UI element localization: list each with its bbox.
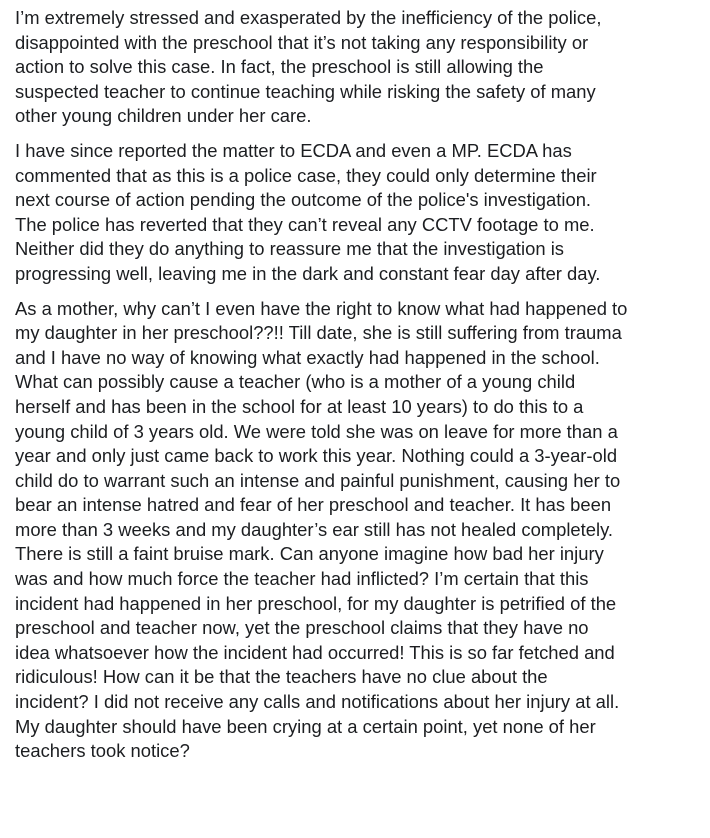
post-paragraph: I’m extremely stressed and exasperated by the inefficiency of the police, disappointed with the preschool that it’s not taking any responsibility or action to solve this case. In fact, the preschool is still allowing the suspected teacher to continue teaching while risking the safety of many other young children under her care. xyxy=(15,7,602,127)
post-paragraph: As a mother, why can’t I even have the right to know what had happened to my daughter in her preschool??!! Till date, she is still suffering from trauma and I have no way of knowing what exactly had happened in the school. What can possibly cause a teacher (who is a mother of a young child herself and has been in the school for at least 10 years) to do this to a young child of 3 years old. We were told she was on leave for more than a year and only just came back to work this year. Nothing could a 3-year-old child do to warrant such an intense and painful punishment, causing her to bear an intense hatred and fear of her preschool and teacher. It has been more than 3 weeks and my daughter’s ear still has not healed completely. There is still a faint bruise mark. Can anyone imagine how bad her injury was and how much force the teacher had inflicted? I’m certain that this incident had happened in her preschool, for my daughter is petrified of the preschool and teacher now, yet the preschool claims that they have no idea whatsoever how the incident had occurred! This is so far fetched and ridiculous! How can it be that the teachers have no clue about the incident? I did not receive any calls and notifications about her injury at all. My daughter should have been crying at a certain point, yet none of her teachers took notice? xyxy=(15,297,628,762)
post-body xyxy=(15,6,705,764)
post-paragraph: I have since reported the matter to ECDA and even a MP. ECDA has commented that as this is a police case, they could only determine their next course of action pending the outcome of the police's investigation. The police has reverted that they can’t reveal any CCTV footage to me. Neither did they do anything to reassure me that the investigation is progressing well, leaving me in the dark and constant fear day after day. xyxy=(15,139,601,284)
